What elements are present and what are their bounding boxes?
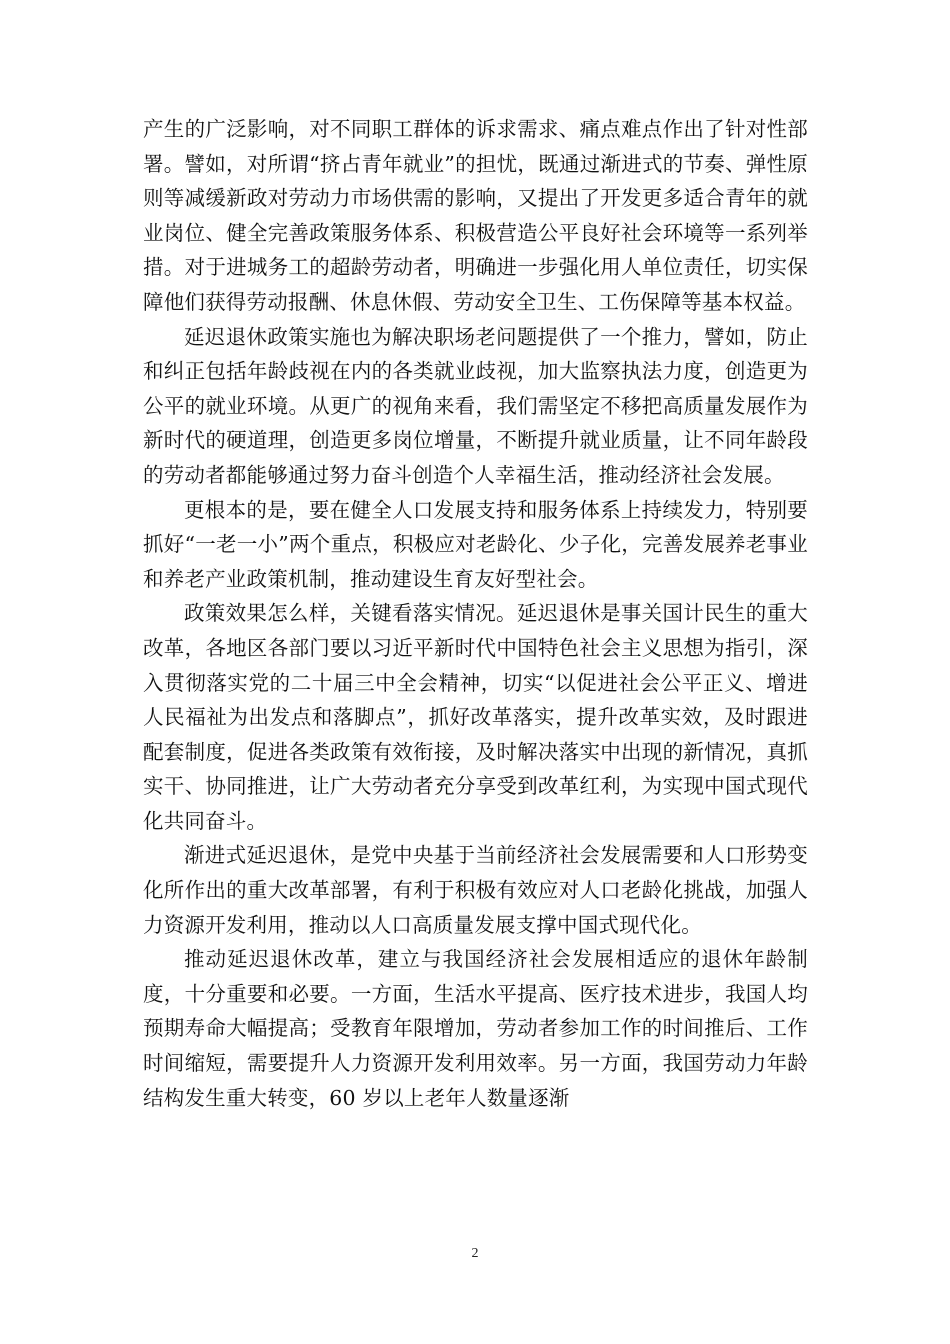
page-number: 2 [471,1246,479,1261]
paragraph-4: 政策效果怎么样，关键看落实情况。延迟退休是事关国计民生的重大改革，各地区各部门要以习近平新时代中国特色社会主义思想为指引，深入贯彻落实党的二十届三中全会精神，切实“以促进社会公平正义、增进人民福祉为出发点和落脚点”，抓好改革落实，提升改革实效，及时跟进配套制度，促进各类政策有效衔接，及时解决落实中出现的新情况，真抓实干、协同推进，让广大劳动者充分享受到改革红利，为实现中国式现代化共同奋斗。 [143,601,808,833]
document-body [143,112,808,1115]
paragraph-5: 渐进式延迟退休，是党中央基于当前经济社会发展需要和人口形势变化所作出的重大改革部署，有利于积极有效应对人口老龄化挑战，加强人力资源开发利用，推动以人口高质量发展支撑中国式现代化。 [143,843,808,937]
paragraph-2: 延迟退休政策实施也为解决职场老问题提供了一个推力，譬如，防止和纠正包括年龄歧视在内的各类就业歧视，加大监察执法力度，创造更为公平的就业环境。从更广的视角来看，我们需坚定不移把高质量发展作为新时代的硬道理，创造更多岗位增量，不断提升就业质量，让不同年龄段的劳动者都能够通过努力奋斗创造个人幸福生活，推动经济社会发展。 [143,324,808,487]
paragraph-6: 推动延迟退休改革，建立与我国经济社会发展相适应的退休年龄制度，十分重要和必要。一方面，生活水平提高、医疗技术进步，我国人均预期寿命大幅提高；受教育年限增加，劳动者参加工作的时间推后、工作时间缩短，需要提升人力资源开发利用效率。另一方面，我国劳动力年龄结构发生重大转变，60 岁以上老年人数量逐渐 [143,947,808,1110]
paragraph-3: 更根本的是，要在健全人口发展支持和服务体系上持续发力，特别要抓好“一老一小”两个重点，积极应对老龄化、少子化，完善发展养老事业和养老产业政策机制，推动建设生育友好型社会。 [143,497,808,591]
paragraph-1: 产生的广泛影响，对不同职工群体的诉求需求、痛点难点作出了针对性部署。譬如，对所谓“挤占青年就业”的担忧，既通过渐进式的节奏、弹性原则等减缓新政对劳动力市场供需的影响，又提出了开发更多适合青年的就业岗位、健全完善政策服务体系、积极营造公平良好社会环境等一系列举措。对于进城务工的超龄劳动者，明确进一步强化用人单位责任，切实保障他们获得劳动报酬、休息休假、劳动安全卫生、工伤保障等基本权益。 [143,117,808,314]
